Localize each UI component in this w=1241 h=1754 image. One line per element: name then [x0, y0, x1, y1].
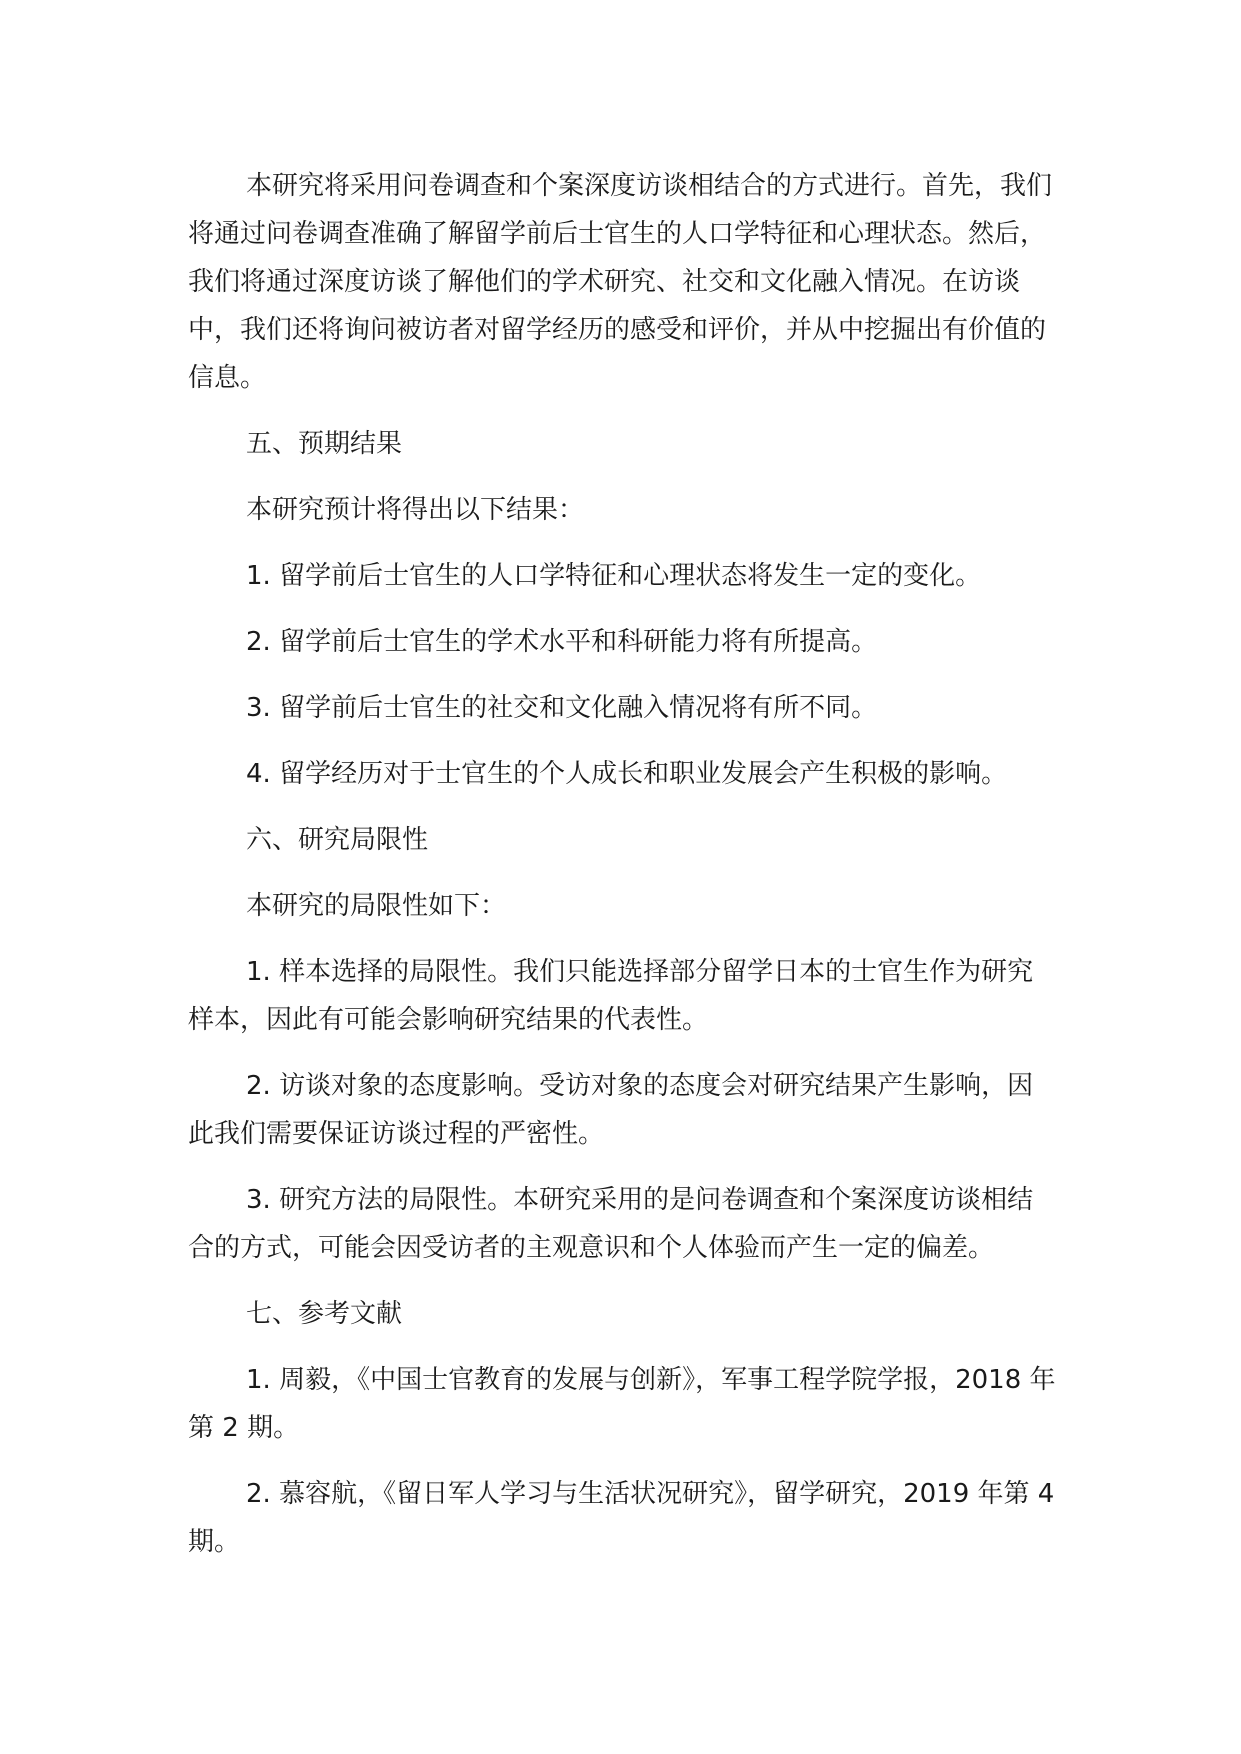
paragraph-limitations-intro: 本研究的局限性如下： — [246, 891, 507, 921]
reference-item-2: 2. 慕容航，《留日军人学习与生活状况研究》，留学研究，2019 年第 4 期。 — [188, 1479, 1055, 1557]
list-item-result-1: 1. 留学前后士官生的人口学特征和心理状态将发生一定的变化。 — [246, 561, 982, 591]
reference-item-1: 1. 周毅，《中国士官教育的发展与创新》，军事工程学院学报，2018 年第 2 期。 — [188, 1365, 1056, 1443]
heading-expected-results: 五、预期结果 — [246, 429, 403, 459]
list-item-limitation-2: 2. 访谈对象的态度影响。受访对象的态度会对研究结果产生影响，因此我们需要保证访谈过程的严密性。 — [188, 1071, 1034, 1149]
paragraph-results-intro: 本研究预计将得出以下结果： — [246, 495, 585, 525]
list-item-result-3: 3. 留学前后士官生的社交和文化融入情况将有所不同。 — [246, 693, 878, 723]
heading-limitations: 六、研究局限性 — [246, 825, 429, 855]
heading-references: 七、参考文献 — [246, 1299, 403, 1329]
list-item-limitation-1: 1. 样本选择的局限性。我们只能选择部分留学日本的士官生作为研究样本，因此有可能会影响研究结果的代表性。 — [188, 957, 1034, 1035]
list-item-result-2: 2. 留学前后士官生的学术水平和科研能力将有所提高。 — [246, 627, 878, 657]
paragraph-method: 本研究将采用问卷调查和个案深度访谈相结合的方式进行。首先，我们将通过问卷调查准确了解留学前后士官生的人口学特征和心理状态。然后，我们将通过深度访谈了解他们的学术研究、社交和文化融入情况。在访谈中，我们还将询问被访者对留学经历的感受和评价，并从中挖掘出有价值的信息。 — [188, 171, 1053, 393]
list-item-result-4: 4. 留学经历对于士官生的个人成长和职业发展会产生积极的影响。 — [246, 759, 1008, 789]
list-item-limitation-3: 3. 研究方法的局限性。本研究采用的是问卷调查和个案深度访谈相结合的方式，可能会因受访者的主观意识和个人体验而产生一定的偏差。 — [188, 1185, 1034, 1263]
